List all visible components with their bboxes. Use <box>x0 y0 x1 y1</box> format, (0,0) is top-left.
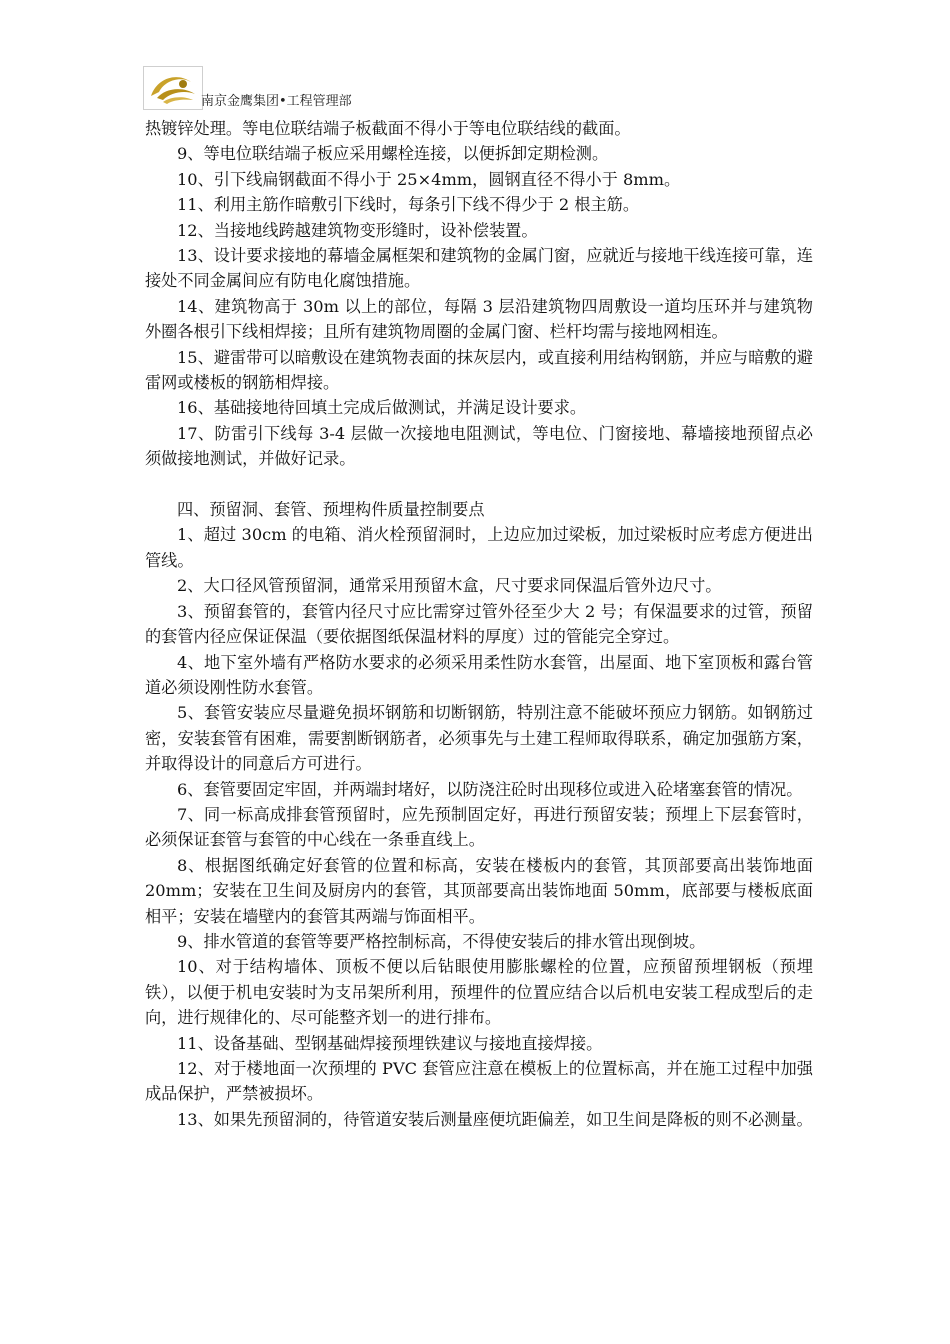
paragraph-item-6: 6、套管要固定牢固，并两端封堵好，以防浇注砼时出现移位或进入砼堵塞套管的情况。 <box>177 779 803 799</box>
paragraph-item-10: 10、引下线扁钢截面不得小于 25×4mm，圆钢直径不得小于 8mm。 <box>177 169 681 189</box>
company-header-text: 南京金鹰集团•工程管理部 <box>201 94 352 109</box>
section-gap <box>145 472 813 497</box>
page-header <box>143 66 563 112</box>
paragraph-item-16: 16、基础接地待回填土完成后做测试，并满足设计要求。 <box>177 398 587 418</box>
paragraph-item-15: 15、避雷带可以暗敷设在建筑物表面的抹灰层内，或直接利用结构钢筋，并应与暗敷的避雷网或楼板的钢筋相焊接。 <box>145 347 813 393</box>
paragraph-item-9b: 9、排水管道的套管等要严格控制标高，不得使安装后的排水管出现倒坡。 <box>177 931 706 951</box>
paragraph-continuation: 热镀锌处理。等电位联结端子板截面不得小于等电位联结线的截面。 <box>145 119 631 138</box>
paragraph-item-7: 7、同一标高成排套管预留时，应先预制固定好，再进行预留安装；预埋上下层套管时，必须保证套管与套管的中心线在一条垂直线上。 <box>145 804 813 850</box>
paragraph-item-5: 5、套管安装应尽量避免损坏钢筋和切断钢筋，特别注意不能破坏预应力钢筋。如钢筋过密，安装套管有困难，需要割断钢筋者，必须事先与土建工程师取得联系，确定加强筋方案，并取得设计的同意后方可进行。 <box>145 703 813 774</box>
paragraph-item-4: 4、地下室外墙有严格防水要求的必须采用柔性防水套管，出屋面、地下室顶板和露台管道必须设刚性防水套管。 <box>145 652 813 697</box>
section-heading: 四、预留洞、套管、预埋构件质量控制要点 <box>177 500 485 520</box>
paragraph-item-8: 8、根据图纸确定好套管的位置和标高，安装在楼板内的套管，其顶部要高出装饰地面 20mm；安装在卫生间及厨房内的套管，其顶部要高出装饰地面 50mm，底部要与楼板底面相平；安装在墙壁内的套管其两端与饰面相平。 <box>145 855 813 926</box>
paragraph-item-12: 12、当接地线跨越建筑物变形缝时，设补偿装置。 <box>177 220 538 240</box>
paragraph-item-12b: 12、对于楼地面一次预埋的 PVC 套管应注意在模板上的位置标高，并在施工过程中加强成品保护，严禁被损坏。 <box>145 1059 813 1104</box>
paragraph-item-14: 14、建筑物高于 30m 以上的部位，每隔 3 层沿建筑物四周敷设一道均压环并与建筑物外圈各根引下线相焊接；且所有建筑物周圈的金属门窗、栏杆均需与接地网相连。 <box>145 296 813 342</box>
paragraph-item-13b: 13、如果先预留洞的，待管道安装后测量座便坑距偏差，如卫生间是降板的则不必测量。 <box>177 1109 813 1129</box>
paragraph-item-17: 17、防雷引下线每 3-4 层做一次接地电阻测试，等电位、门窗接地、幕墙接地预留点必须做接地测试，并做好记录。 <box>145 423 813 469</box>
jinying-eagle-logo-icon <box>143 66 203 110</box>
paragraph-item-11b: 11、设备基础、型钢基础焊接预埋铁建议与接地直接焊接。 <box>177 1033 603 1053</box>
paragraph-item-2: 2、大口径风管预留洞，通常采用预留木盒，尺寸要求同保温后管外边尺寸。 <box>177 576 722 596</box>
paragraph-item-11: 11、利用主筋作暗敷引下线时，每条引下线不得少于 2 根主筋。 <box>177 195 640 215</box>
paragraph-item-3: 3、预留套管的，套管内径尺寸应比需穿过管外径至少大 2 号；有保温要求的过管，预留的套管内径应保证保温（要依据图纸保温材料的厚度）过的管能完全穿过。 <box>145 601 813 647</box>
paragraph-item-9: 9、等电位联结端子板应采用螺栓连接，以便拆卸定期检测。 <box>177 144 609 164</box>
paragraph-item-13: 13、设计要求接地的幕墙金属框架和建筑物的金属门窗，应就近与接地干线连接可靠，连接处不同金属间应有防电化腐蚀措施。 <box>145 246 813 291</box>
document-body <box>145 116 813 1132</box>
paragraph-item-1: 1、超过 30cm 的电箱、消火栓预留洞时，上边应加过梁板，加过梁板时应考虑方便进出管线。 <box>145 525 813 570</box>
paragraph-item-10b: 10、对于结构墙体、顶板不便以后钻眼使用膨胀螺栓的位置，应预留预埋钢板（预埋铁），以便于机电安装时为支吊架所利用，预埋件的位置应结合以后机电安装工程成型后的走向，进行规律化的、尽可能整齐划一的进行排布。 <box>145 957 813 1028</box>
